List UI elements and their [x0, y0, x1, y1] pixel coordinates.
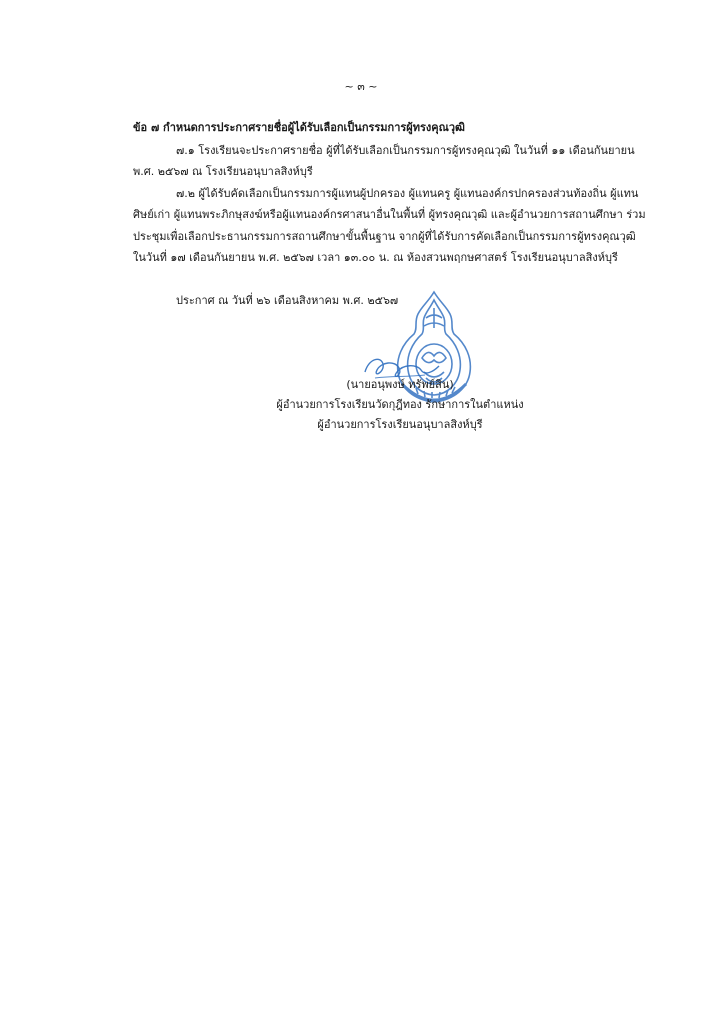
page-number: ~ ๓ ~ — [344, 80, 378, 93]
paragraph-7-2-line-4: ในวันที่ ๑๗ เดือนกันยายน พ.ศ. ๒๕๖๗ เวลา ๑๓.๐๐ น. ณ ห้องสวนพฤกษศาสตร์ โรงเรียนอนุบาลสิงห์บุรี — [133, 251, 618, 264]
paragraph-7-1-line-1: ๗.๑ โรงเรียนจะประกาศรายชื่อ ผู้ที่ได้รับเลือกเป็นกรรมการผู้ทรงคุณวุฒิ ในวันที่ ๑๑ เดือนกันยายน — [176, 144, 635, 157]
signer-name: (นายอนุพงษ์ ทรัพย์สิน) — [346, 378, 454, 391]
paragraph-7-2-line-1: ๗.๒ ผู้ได้รับคัดเลือกเป็นกรรมการผู้แทนผู้ปกครอง ผู้แทนครู ผู้แทนองค์กรปกครองส่วนท้องถิ่น ผู้แทน — [176, 187, 639, 200]
paragraph-7-1-line-2: พ.ศ. ๒๕๖๗ ณ โรงเรียนอนุบาลสิงห์บุรี — [133, 165, 313, 178]
signer-position-1: ผู้อำนวยการโรงเรียนวัดกุฎีทอง รักษาการในตำแหน่ง — [276, 398, 524, 411]
announcement-date: ประกาศ ณ วันที่ ๒๖ เดือนสิงหาคม พ.ศ. ๒๕๖๗ — [176, 294, 399, 307]
paragraph-7-2-line-2: ศิษย์เก่า ผู้แทนพระภิกษุสงฆ์หรือผู้แทนองค์กรศาสนาอื่นในพื้นที่ ผู้ทรงคุณวุฒิ และผู้อำนวยการสถานศึกษา ร่วม — [133, 208, 646, 221]
section-heading: ข้อ ๗ กำหนดการประกาศรายชื่อผู้ได้รับเลือกเป็นกรรมการผู้ทรงคุณวุฒิ — [133, 121, 465, 134]
signer-position-2: ผู้อำนวยการโรงเรียนอนุบาลสิงห์บุรี — [317, 418, 483, 431]
signature-block — [250, 375, 550, 435]
paragraph-7-2-line-3: ประชุมเพื่อเลือกประธานกรรมการสถานศึกษาขั้นพื้นฐาน จากผู้ที่ได้รับการคัดเลือกเป็นกรรมการผู้ทรงคุณวุฒิ — [133, 230, 636, 243]
